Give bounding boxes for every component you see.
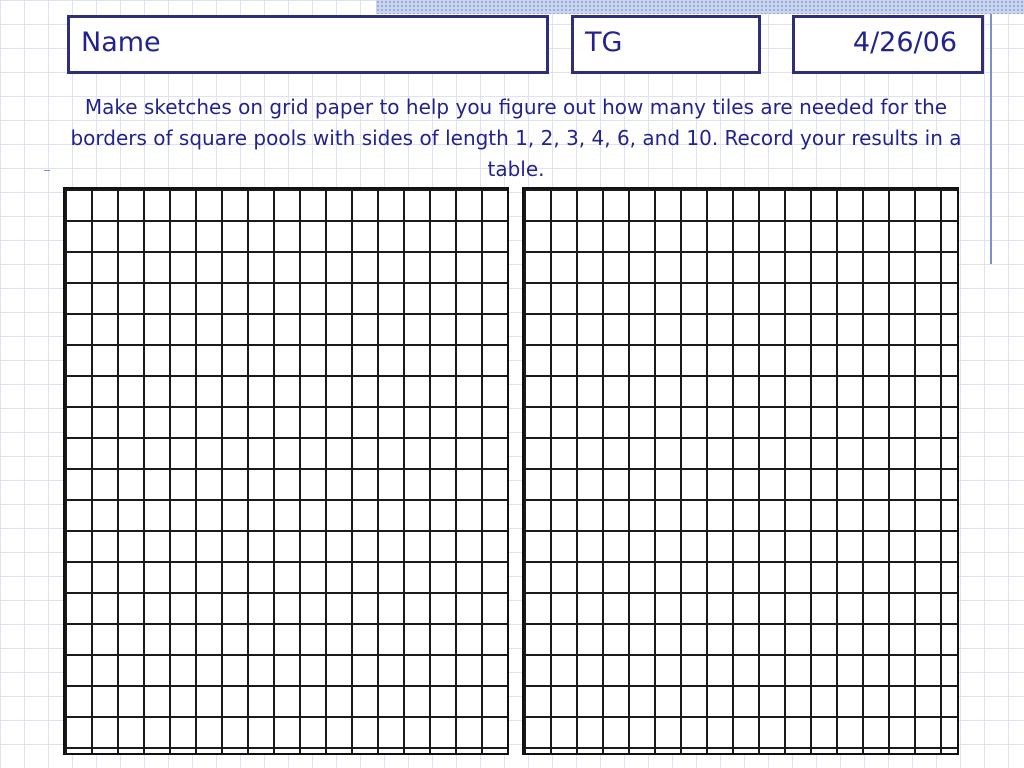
grid-paper-right[interactable] bbox=[522, 187, 959, 755]
date-value: 4/26/06 bbox=[852, 27, 957, 58]
teacher-initials: TG bbox=[585, 27, 623, 58]
grid-paper-left[interactable] bbox=[63, 187, 509, 755]
decorative-vertical-line bbox=[990, 14, 992, 264]
instructions-text: Make sketches on grid paper to help you figure out how many tiles are needed for the borders of square pools with sides of length 1, 2, 3, 4, 6, and 10. Record your results in a table. bbox=[70, 95, 962, 181]
name-field[interactable] bbox=[67, 15, 549, 74]
name-label: Name bbox=[81, 27, 161, 58]
teacher-initials-field[interactable] bbox=[571, 15, 761, 74]
date-field[interactable] bbox=[792, 15, 984, 74]
decorative-top-band bbox=[376, 0, 1024, 14]
